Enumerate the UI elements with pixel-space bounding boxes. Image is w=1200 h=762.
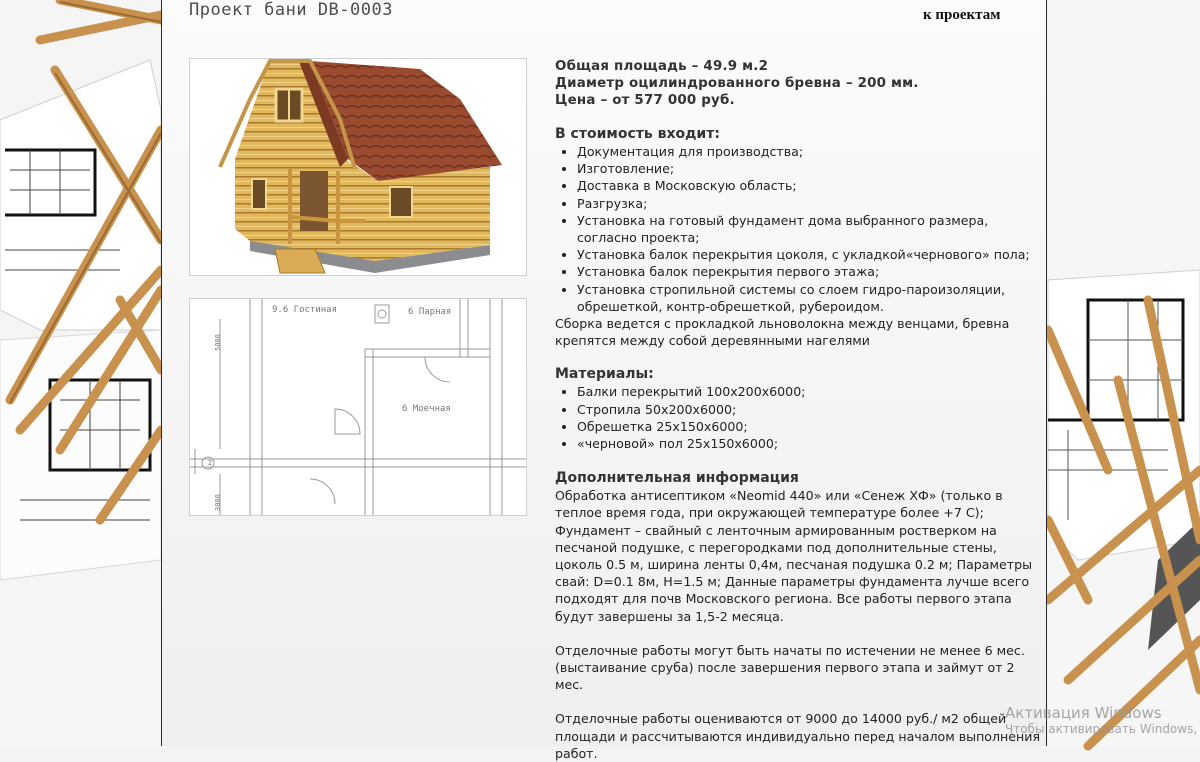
page-title: Проект бани DB-0003: [189, 0, 393, 20]
summary-price: Цена – от 577 000 руб.: [555, 93, 735, 108]
additional-paragraph-1: Обработка антисептиком «Neomid 440» или «Сенеж ХФ» (только в теплое время года, при окружающей температуре более +7 С);: [555, 488, 1003, 521]
additional-paragraph-2: Фундамент – свайный с ленточным армированным ростверком на песчаной подушке, с перегородками под дополнительные стены, цоколь 0.5 м, ширина ленты 0,4м, песчаная подушка 0.2 м; Параметры свай: D=0.1 8м, H=1.5 м; Данные параметры фундамента лучше всего подходят для почв Московского региона. Все работы первого этапа будут завершены за 1,5-2 месяца.: [555, 522, 1033, 624]
list-item: • Установка балок перекрытия первого этажа;: [577, 263, 1045, 280]
list-item: • Балки перекрытий 100х200х6000;: [577, 383, 1045, 400]
list-item: • Доставка в Московскую область;: [577, 177, 1045, 194]
back-to-projects-link[interactable]: к проектам: [923, 7, 1001, 23]
watermark-line-2: Чтобы активировать Windows,: [1005, 722, 1198, 736]
house-render-image[interactable]: [189, 58, 527, 276]
dimension-label-1: 5000: [214, 334, 222, 351]
dimension-label-2: 3000: [214, 494, 222, 511]
watermark-line-1: Активация Windows: [1005, 704, 1162, 722]
list-item: • Установка стропильной системы со слоем гидро-пароизоляции, обрешеткой, контр-обрешеткой, рубероидом.: [577, 281, 1045, 315]
list-item: • Документация для производства;: [577, 143, 1045, 160]
additional-paragraph-4: Отделочные работы оцениваются от 9000 до 14000 руб./ м2 общей площади и рассчитываются индивидуально перед началом выполнения работ.: [555, 711, 1041, 761]
room-label-living: 9.6 Гостиная: [272, 305, 338, 315]
project-page: [161, 0, 1047, 761]
additional-paragraph-3: Отделочные работы могут быть начаты по истечении не менее 6 мес. (выстаивание сруба) после завершения первого этапа и займут от 2 мес.: [555, 642, 1025, 693]
floor-plan-image[interactable]: [189, 298, 527, 516]
room-label-steam: 6 Парная: [408, 307, 452, 317]
assembly-note: Сборка ведется с прокладкой льноволокна между венцами, бревна крепятся между собой деревянными нагелями: [555, 316, 1010, 349]
list-item: • Установка балок перекрытия цоколя, с укладкой«чернового» пола;: [577, 246, 1045, 263]
list-item: • Изготовление;: [577, 160, 1045, 177]
list-item: • Стропила 50х200х6000;: [577, 401, 1045, 418]
background-left-blueprint: [0, 0, 161, 746]
list-item: • Разгрузка;: [577, 195, 1045, 212]
windows-activation-watermark: [1005, 704, 1197, 737]
summary-diameter: Диаметр оцилиндрованного бревна – 200 мм.: [555, 76, 919, 91]
floor-plan-drawing: [190, 299, 526, 515]
list-item: • Обрешетка 25х150х6000;: [577, 418, 1045, 435]
summary-area: Общая площадь – 49.9 м.2: [555, 59, 769, 74]
project-description: [555, 58, 1045, 762]
list-item: • Установка на готовый фундамент дома выбранного размера, согласно проекта;: [577, 212, 1045, 246]
materials-title: Материалы:: [555, 366, 654, 383]
axis-label: 2: [208, 459, 213, 467]
included-title: В стоимость входит:: [555, 126, 720, 142]
house-illustration: [190, 59, 526, 275]
additional-title: Дополнительная информация: [555, 470, 799, 487]
list-item: • «черновой» пол 25х150х6000;: [577, 435, 1045, 452]
materials-list: [555, 383, 1045, 452]
room-label-wash: 6 Моечная: [402, 404, 451, 414]
background-right-blueprint: [1048, 0, 1200, 746]
included-list: [555, 143, 1045, 315]
